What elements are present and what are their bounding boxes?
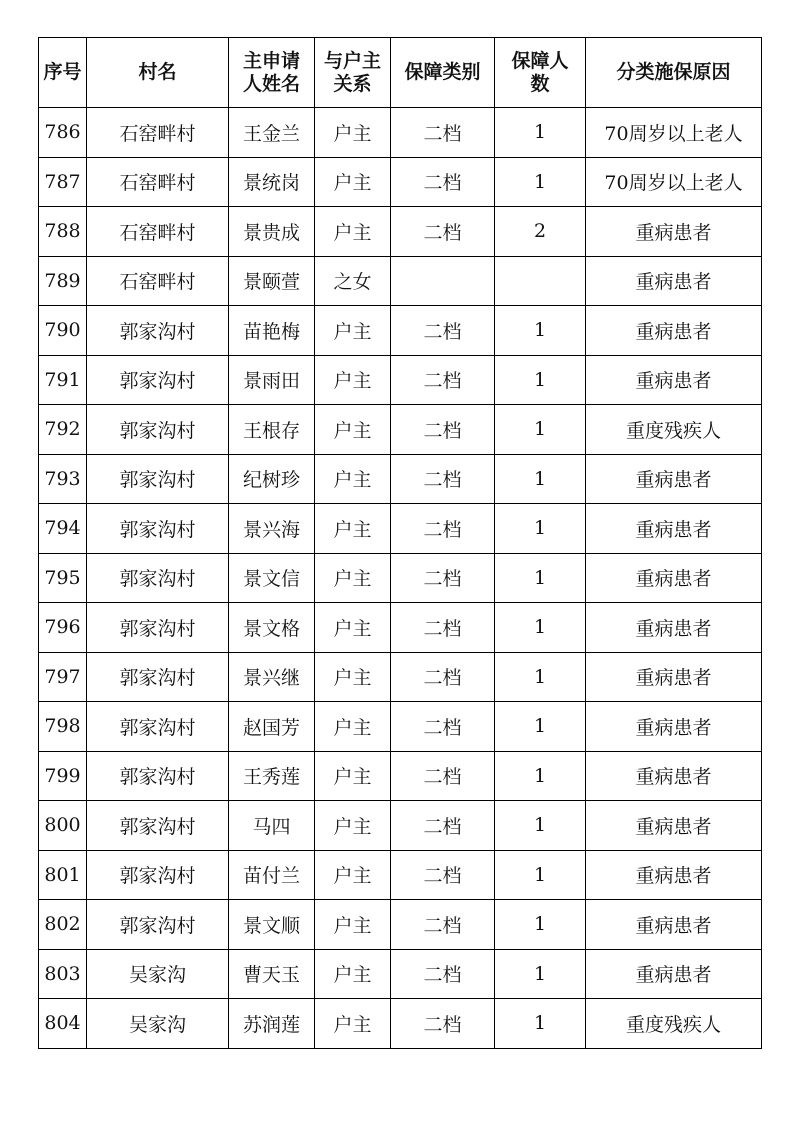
cell-applicant-name: 马四 bbox=[229, 801, 315, 851]
cell-serial-number: 799 bbox=[39, 751, 87, 801]
cell-serial-number: 792 bbox=[39, 405, 87, 455]
cell-assistance-category: 二档 bbox=[391, 999, 495, 1049]
cell-village-name: 郭家沟村 bbox=[87, 504, 229, 554]
cell-assistance-category: 二档 bbox=[391, 157, 495, 207]
cell-covered-persons: 1 bbox=[495, 405, 586, 455]
table-row bbox=[39, 801, 762, 851]
column-header-line: 人姓名 bbox=[242, 72, 300, 95]
table-row bbox=[39, 405, 762, 455]
cell-village-name: 石窑畔村 bbox=[87, 207, 229, 257]
column-header-assistance-category bbox=[391, 38, 495, 108]
cell-village-name: 石窑畔村 bbox=[87, 157, 229, 207]
cell-covered-persons: 1 bbox=[495, 157, 586, 207]
column-header-assistance-reason bbox=[586, 38, 762, 108]
cell-applicant-name: 曹天玉 bbox=[229, 949, 315, 999]
cell-village-name: 郭家沟村 bbox=[87, 702, 229, 752]
cell-covered-persons: 1 bbox=[495, 504, 586, 554]
column-header-line: 序号 bbox=[43, 61, 82, 83]
cell-assistance-category: 二档 bbox=[391, 504, 495, 554]
cell-assistance-reason: 重病患者 bbox=[586, 603, 762, 653]
table-row bbox=[39, 652, 762, 702]
cell-village-name: 郭家沟村 bbox=[87, 900, 229, 950]
cell-relationship: 户主 bbox=[315, 999, 391, 1049]
cell-covered-persons: 1 bbox=[495, 949, 586, 999]
cell-village-name: 郭家沟村 bbox=[87, 652, 229, 702]
cell-serial-number: 802 bbox=[39, 900, 87, 950]
cell-assistance-category: 二档 bbox=[391, 900, 495, 950]
cell-assistance-category bbox=[391, 256, 495, 306]
table-row bbox=[39, 850, 762, 900]
table-row bbox=[39, 553, 762, 603]
column-header-serial-number bbox=[39, 38, 87, 108]
cell-applicant-name: 王根存 bbox=[229, 405, 315, 455]
cell-applicant-name: 景兴海 bbox=[229, 504, 315, 554]
cell-assistance-category: 二档 bbox=[391, 207, 495, 257]
cell-assistance-reason: 重度残疾人 bbox=[586, 999, 762, 1049]
cell-serial-number: 788 bbox=[39, 207, 87, 257]
cell-applicant-name: 景兴继 bbox=[229, 652, 315, 702]
cell-applicant-name: 景文顺 bbox=[229, 900, 315, 950]
cell-applicant-name: 景统岗 bbox=[229, 157, 315, 207]
cell-assistance-category: 二档 bbox=[391, 454, 495, 504]
cell-assistance-category: 二档 bbox=[391, 850, 495, 900]
cell-relationship: 户主 bbox=[315, 702, 391, 752]
cell-assistance-category: 二档 bbox=[391, 751, 495, 801]
cell-covered-persons: 1 bbox=[495, 553, 586, 603]
assistance-roster-table bbox=[38, 37, 762, 1049]
cell-village-name: 郭家沟村 bbox=[87, 405, 229, 455]
cell-applicant-name: 赵国芳 bbox=[229, 702, 315, 752]
cell-serial-number: 787 bbox=[39, 157, 87, 207]
column-header-line: 与户主 bbox=[323, 49, 381, 72]
cell-relationship: 户主 bbox=[315, 900, 391, 950]
column-header-line: 保障人 bbox=[511, 49, 569, 72]
cell-serial-number: 803 bbox=[39, 949, 87, 999]
column-header-relationship bbox=[315, 38, 391, 108]
column-header-line: 村名 bbox=[138, 61, 177, 83]
cell-applicant-name: 王金兰 bbox=[229, 108, 315, 158]
cell-covered-persons: 2 bbox=[495, 207, 586, 257]
column-header-line: 分类施保原因 bbox=[616, 61, 731, 83]
table-row bbox=[39, 751, 762, 801]
column-header-line: 保障类别 bbox=[404, 61, 481, 83]
table-row bbox=[39, 157, 762, 207]
cell-assistance-category: 二档 bbox=[391, 405, 495, 455]
column-header-applicant-name bbox=[229, 38, 315, 108]
column-header-covered-persons bbox=[495, 38, 586, 108]
cell-applicant-name: 苏润莲 bbox=[229, 999, 315, 1049]
table-row bbox=[39, 999, 762, 1049]
cell-applicant-name: 景文信 bbox=[229, 553, 315, 603]
cell-assistance-reason: 重病患者 bbox=[586, 454, 762, 504]
cell-serial-number: 801 bbox=[39, 850, 87, 900]
table-row bbox=[39, 306, 762, 356]
cell-assistance-category: 二档 bbox=[391, 108, 495, 158]
cell-village-name: 石窑畔村 bbox=[87, 256, 229, 306]
cell-applicant-name: 景贵成 bbox=[229, 207, 315, 257]
cell-covered-persons: 1 bbox=[495, 702, 586, 752]
cell-serial-number: 786 bbox=[39, 108, 87, 158]
cell-relationship: 户主 bbox=[315, 454, 391, 504]
cell-relationship: 户主 bbox=[315, 850, 391, 900]
cell-assistance-reason: 重病患者 bbox=[586, 850, 762, 900]
cell-assistance-reason: 70周岁以上老人 bbox=[586, 108, 762, 158]
cell-applicant-name: 苗艳梅 bbox=[229, 306, 315, 356]
cell-assistance-reason: 重病患者 bbox=[586, 207, 762, 257]
cell-covered-persons bbox=[495, 256, 586, 306]
table-row bbox=[39, 108, 762, 158]
cell-relationship: 户主 bbox=[315, 157, 391, 207]
column-header-line: 主申请 bbox=[242, 49, 300, 72]
cell-serial-number: 800 bbox=[39, 801, 87, 851]
cell-assistance-reason: 重病患者 bbox=[586, 751, 762, 801]
table-row bbox=[39, 454, 762, 504]
cell-village-name: 郭家沟村 bbox=[87, 603, 229, 653]
cell-village-name: 郭家沟村 bbox=[87, 306, 229, 356]
cell-covered-persons: 1 bbox=[495, 850, 586, 900]
cell-serial-number: 790 bbox=[39, 306, 87, 356]
cell-covered-persons: 1 bbox=[495, 603, 586, 653]
cell-assistance-reason: 70周岁以上老人 bbox=[586, 157, 762, 207]
cell-village-name: 郭家沟村 bbox=[87, 801, 229, 851]
cell-covered-persons: 1 bbox=[495, 652, 586, 702]
cell-relationship: 之女 bbox=[315, 256, 391, 306]
cell-relationship: 户主 bbox=[315, 207, 391, 257]
cell-relationship: 户主 bbox=[315, 751, 391, 801]
cell-assistance-category: 二档 bbox=[391, 553, 495, 603]
cell-relationship: 户主 bbox=[315, 603, 391, 653]
table-row bbox=[39, 355, 762, 405]
table-row bbox=[39, 256, 762, 306]
cell-village-name: 石窑畔村 bbox=[87, 108, 229, 158]
cell-relationship: 户主 bbox=[315, 355, 391, 405]
cell-serial-number: 794 bbox=[39, 504, 87, 554]
cell-applicant-name: 景颐萱 bbox=[229, 256, 315, 306]
cell-relationship: 户主 bbox=[315, 306, 391, 356]
cell-serial-number: 804 bbox=[39, 999, 87, 1049]
cell-assistance-reason: 重病患者 bbox=[586, 652, 762, 702]
cell-serial-number: 798 bbox=[39, 702, 87, 752]
cell-village-name: 郭家沟村 bbox=[87, 751, 229, 801]
cell-relationship: 户主 bbox=[315, 405, 391, 455]
table-header-row bbox=[39, 38, 762, 108]
cell-village-name: 吴家沟 bbox=[87, 999, 229, 1049]
cell-assistance-category: 二档 bbox=[391, 801, 495, 851]
cell-relationship: 户主 bbox=[315, 652, 391, 702]
cell-assistance-category: 二档 bbox=[391, 306, 495, 356]
cell-covered-persons: 1 bbox=[495, 999, 586, 1049]
column-header-village-name bbox=[87, 38, 229, 108]
table-row bbox=[39, 603, 762, 653]
cell-serial-number: 791 bbox=[39, 355, 87, 405]
column-header-line: 关系 bbox=[333, 72, 372, 95]
cell-serial-number: 789 bbox=[39, 256, 87, 306]
table-row bbox=[39, 949, 762, 999]
cell-assistance-category: 二档 bbox=[391, 652, 495, 702]
cell-assistance-reason: 重病患者 bbox=[586, 702, 762, 752]
cell-relationship: 户主 bbox=[315, 801, 391, 851]
cell-village-name: 郭家沟村 bbox=[87, 553, 229, 603]
cell-assistance-reason: 重病患者 bbox=[586, 306, 762, 356]
cell-relationship: 户主 bbox=[315, 949, 391, 999]
cell-assistance-reason: 重病患者 bbox=[586, 256, 762, 306]
cell-serial-number: 793 bbox=[39, 454, 87, 504]
cell-assistance-category: 二档 bbox=[391, 949, 495, 999]
cell-relationship: 户主 bbox=[315, 504, 391, 554]
cell-covered-persons: 1 bbox=[495, 306, 586, 356]
cell-assistance-category: 二档 bbox=[391, 702, 495, 752]
table-row bbox=[39, 207, 762, 257]
cell-village-name: 郭家沟村 bbox=[87, 850, 229, 900]
cell-applicant-name: 景文格 bbox=[229, 603, 315, 653]
cell-applicant-name: 纪树珍 bbox=[229, 454, 315, 504]
cell-covered-persons: 1 bbox=[495, 108, 586, 158]
cell-covered-persons: 1 bbox=[495, 900, 586, 950]
cell-assistance-reason: 重病患者 bbox=[586, 355, 762, 405]
cell-village-name: 郭家沟村 bbox=[87, 355, 229, 405]
cell-covered-persons: 1 bbox=[495, 751, 586, 801]
table-row bbox=[39, 900, 762, 950]
cell-covered-persons: 1 bbox=[495, 355, 586, 405]
cell-village-name: 郭家沟村 bbox=[87, 454, 229, 504]
cell-relationship: 户主 bbox=[315, 108, 391, 158]
cell-covered-persons: 1 bbox=[495, 454, 586, 504]
cell-assistance-reason: 重病患者 bbox=[586, 553, 762, 603]
table-row bbox=[39, 504, 762, 554]
cell-serial-number: 796 bbox=[39, 603, 87, 653]
cell-relationship: 户主 bbox=[315, 553, 391, 603]
cell-assistance-reason: 重病患者 bbox=[586, 900, 762, 950]
cell-applicant-name: 景雨田 bbox=[229, 355, 315, 405]
table-row bbox=[39, 702, 762, 752]
cell-assistance-reason: 重度残疾人 bbox=[586, 405, 762, 455]
cell-serial-number: 795 bbox=[39, 553, 87, 603]
cell-village-name: 吴家沟 bbox=[87, 949, 229, 999]
cell-applicant-name: 王秀莲 bbox=[229, 751, 315, 801]
cell-assistance-reason: 重病患者 bbox=[586, 949, 762, 999]
cell-assistance-reason: 重病患者 bbox=[586, 504, 762, 554]
cell-serial-number: 797 bbox=[39, 652, 87, 702]
cell-assistance-reason: 重病患者 bbox=[586, 801, 762, 851]
column-header-line: 数 bbox=[530, 72, 550, 95]
cell-covered-persons: 1 bbox=[495, 801, 586, 851]
cell-assistance-category: 二档 bbox=[391, 355, 495, 405]
cell-assistance-category: 二档 bbox=[391, 603, 495, 653]
cell-applicant-name: 苗付兰 bbox=[229, 850, 315, 900]
